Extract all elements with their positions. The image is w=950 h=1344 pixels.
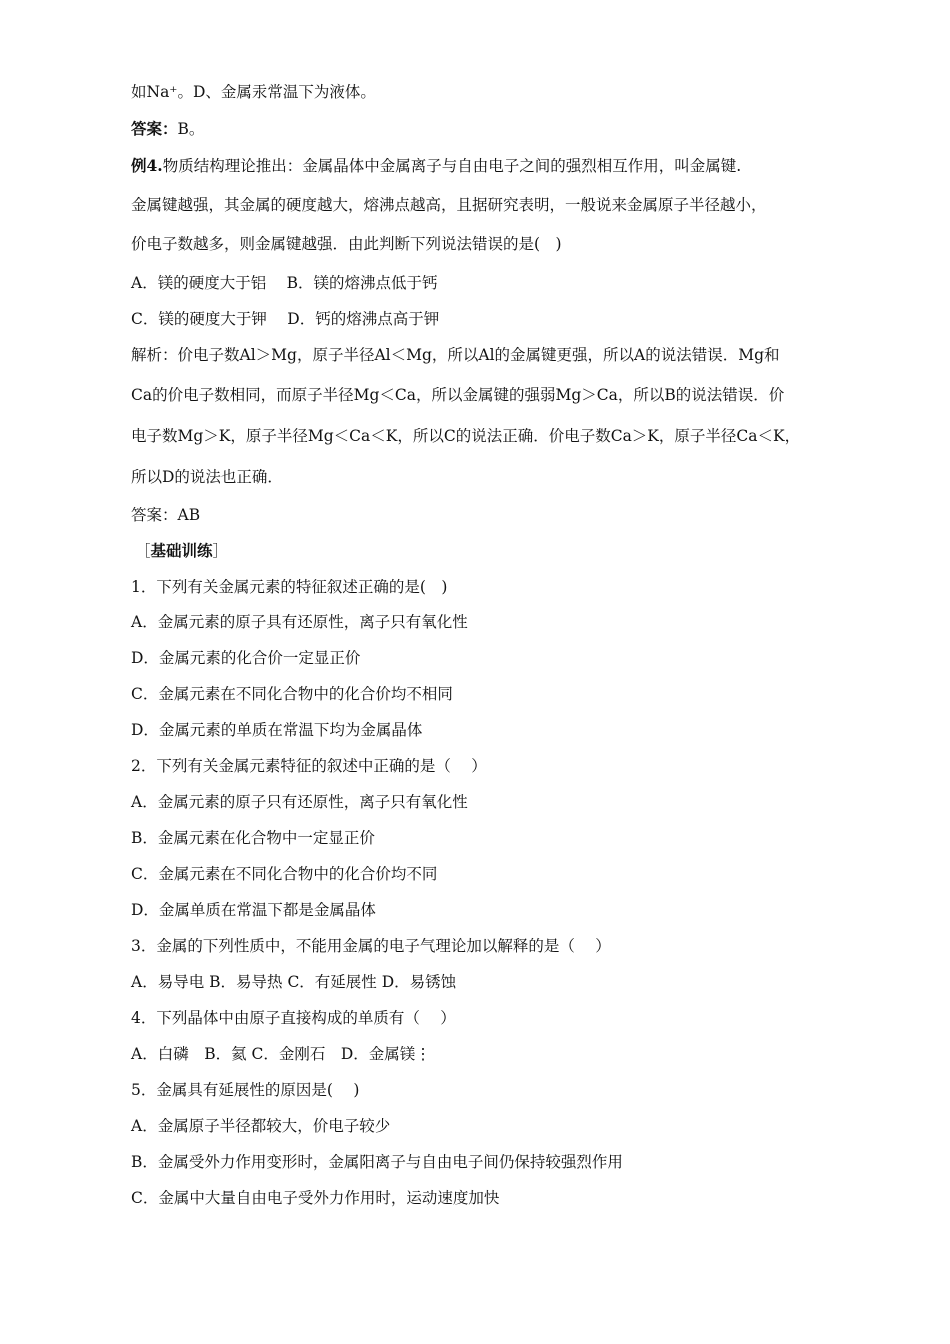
text-line: 如Na⁺。D、金属汞常温下为液体。 bbox=[131, 83, 376, 101]
option-line: A．易导电 B．易导热 C．有延展性 D．易锈蚀 bbox=[131, 973, 457, 991]
option-line: A．镁的硬度大于铝 B．镁的熔沸点低于钙 bbox=[131, 274, 438, 292]
option-line: A．金属元素的原子具有还原性，离子只有氧化性 bbox=[131, 613, 468, 631]
example-text: 物质结构理论推出：金属晶体中金属离子与自由电子之间的强烈相互作用，叫金属键. bbox=[162, 157, 742, 175]
option-line: C．金属元素在不同化合物中的化合价均不相同 bbox=[131, 685, 453, 703]
bracket-open: ［ bbox=[135, 542, 151, 560]
option-line: C．金属元素在不同化合物中的化合价均不同 bbox=[131, 865, 438, 883]
option-line: D．金属元素的单质在常温下均为金属晶体 bbox=[131, 721, 423, 739]
option-line: B．金属元素在化合物中一定显正价 bbox=[131, 829, 375, 847]
option-line: B．金属受外力作用变形时，金属阳离子与自由电子间仍保持较强烈作用 bbox=[131, 1153, 623, 1171]
option-line: C．金属中大量自由电子受外力作用时，运动速度加快 bbox=[131, 1189, 500, 1207]
option-line: C．镁的硬度大于钾 D．钙的熔沸点高于钾 bbox=[131, 310, 440, 328]
text-line: 价电子数越多，则金属键越强．由此判断下列说法错误的是( ) bbox=[131, 235, 562, 253]
example-heading bbox=[131, 155, 890, 177]
text-line: 金属键越强，其金属的硬度越大，熔沸点越高，且据研究表明，一般说来金属原子半径越小， bbox=[131, 196, 767, 214]
option-line: D．金属元素的化合价一定显正价 bbox=[131, 649, 361, 667]
analysis-line: 解析：价电子数Al＞Mg，原子半径Al＜Mg，所以Al的金属键更强，所以A的说法错误．Mg和 bbox=[131, 346, 780, 364]
bracket-close: ］ bbox=[212, 542, 229, 560]
analysis-line: 所以D的说法也正确． bbox=[131, 468, 283, 486]
answer-line: 答案：AB bbox=[131, 506, 201, 524]
example-label: 例4. bbox=[131, 156, 163, 175]
answer-label: 答案： bbox=[131, 119, 178, 138]
question-line: 4．下列晶体中由原子直接构成的单质有（ ） bbox=[131, 1009, 456, 1027]
question-line: 3．金属的下列性质中，不能用金属的电子气理论加以解释的是（ ） bbox=[131, 937, 611, 955]
answer-line bbox=[131, 118, 890, 140]
answer-value: B。 bbox=[177, 120, 205, 138]
analysis-line: Ca的价电子数相同，而原子半径Mg＜Ca，所以金属键的强弱Mg＞Ca，所以B的说法错误．价 bbox=[131, 386, 785, 404]
option-line: A．金属元素的原子只有还原性，离子只有氧化性 bbox=[131, 793, 468, 811]
question-line: 1．下列有关金属元素的特征叙述正确的是( ) bbox=[131, 578, 448, 596]
option-line: A．白磷 B．氦 C．金刚石 D．金属镁⋮ bbox=[131, 1045, 431, 1063]
section-heading bbox=[135, 540, 890, 562]
section-title: 基础训练 bbox=[150, 541, 213, 560]
option-line: A．金属原子半径都较大，价电子较少 bbox=[131, 1117, 391, 1135]
analysis-line: 电子数Mg＞K，原子半径Mg＜Ca＜K，所以C的说法正确．价电子数Ca＞K，原子半径Ca＜K， bbox=[131, 427, 801, 445]
option-line: D．金属单质在常温下都是金属晶体 bbox=[131, 901, 376, 919]
question-line: 2．下列有关金属元素特征的叙述中正确的是（ ） bbox=[131, 757, 487, 775]
question-line: 5．金属具有延展性的原因是( ) bbox=[131, 1081, 360, 1099]
